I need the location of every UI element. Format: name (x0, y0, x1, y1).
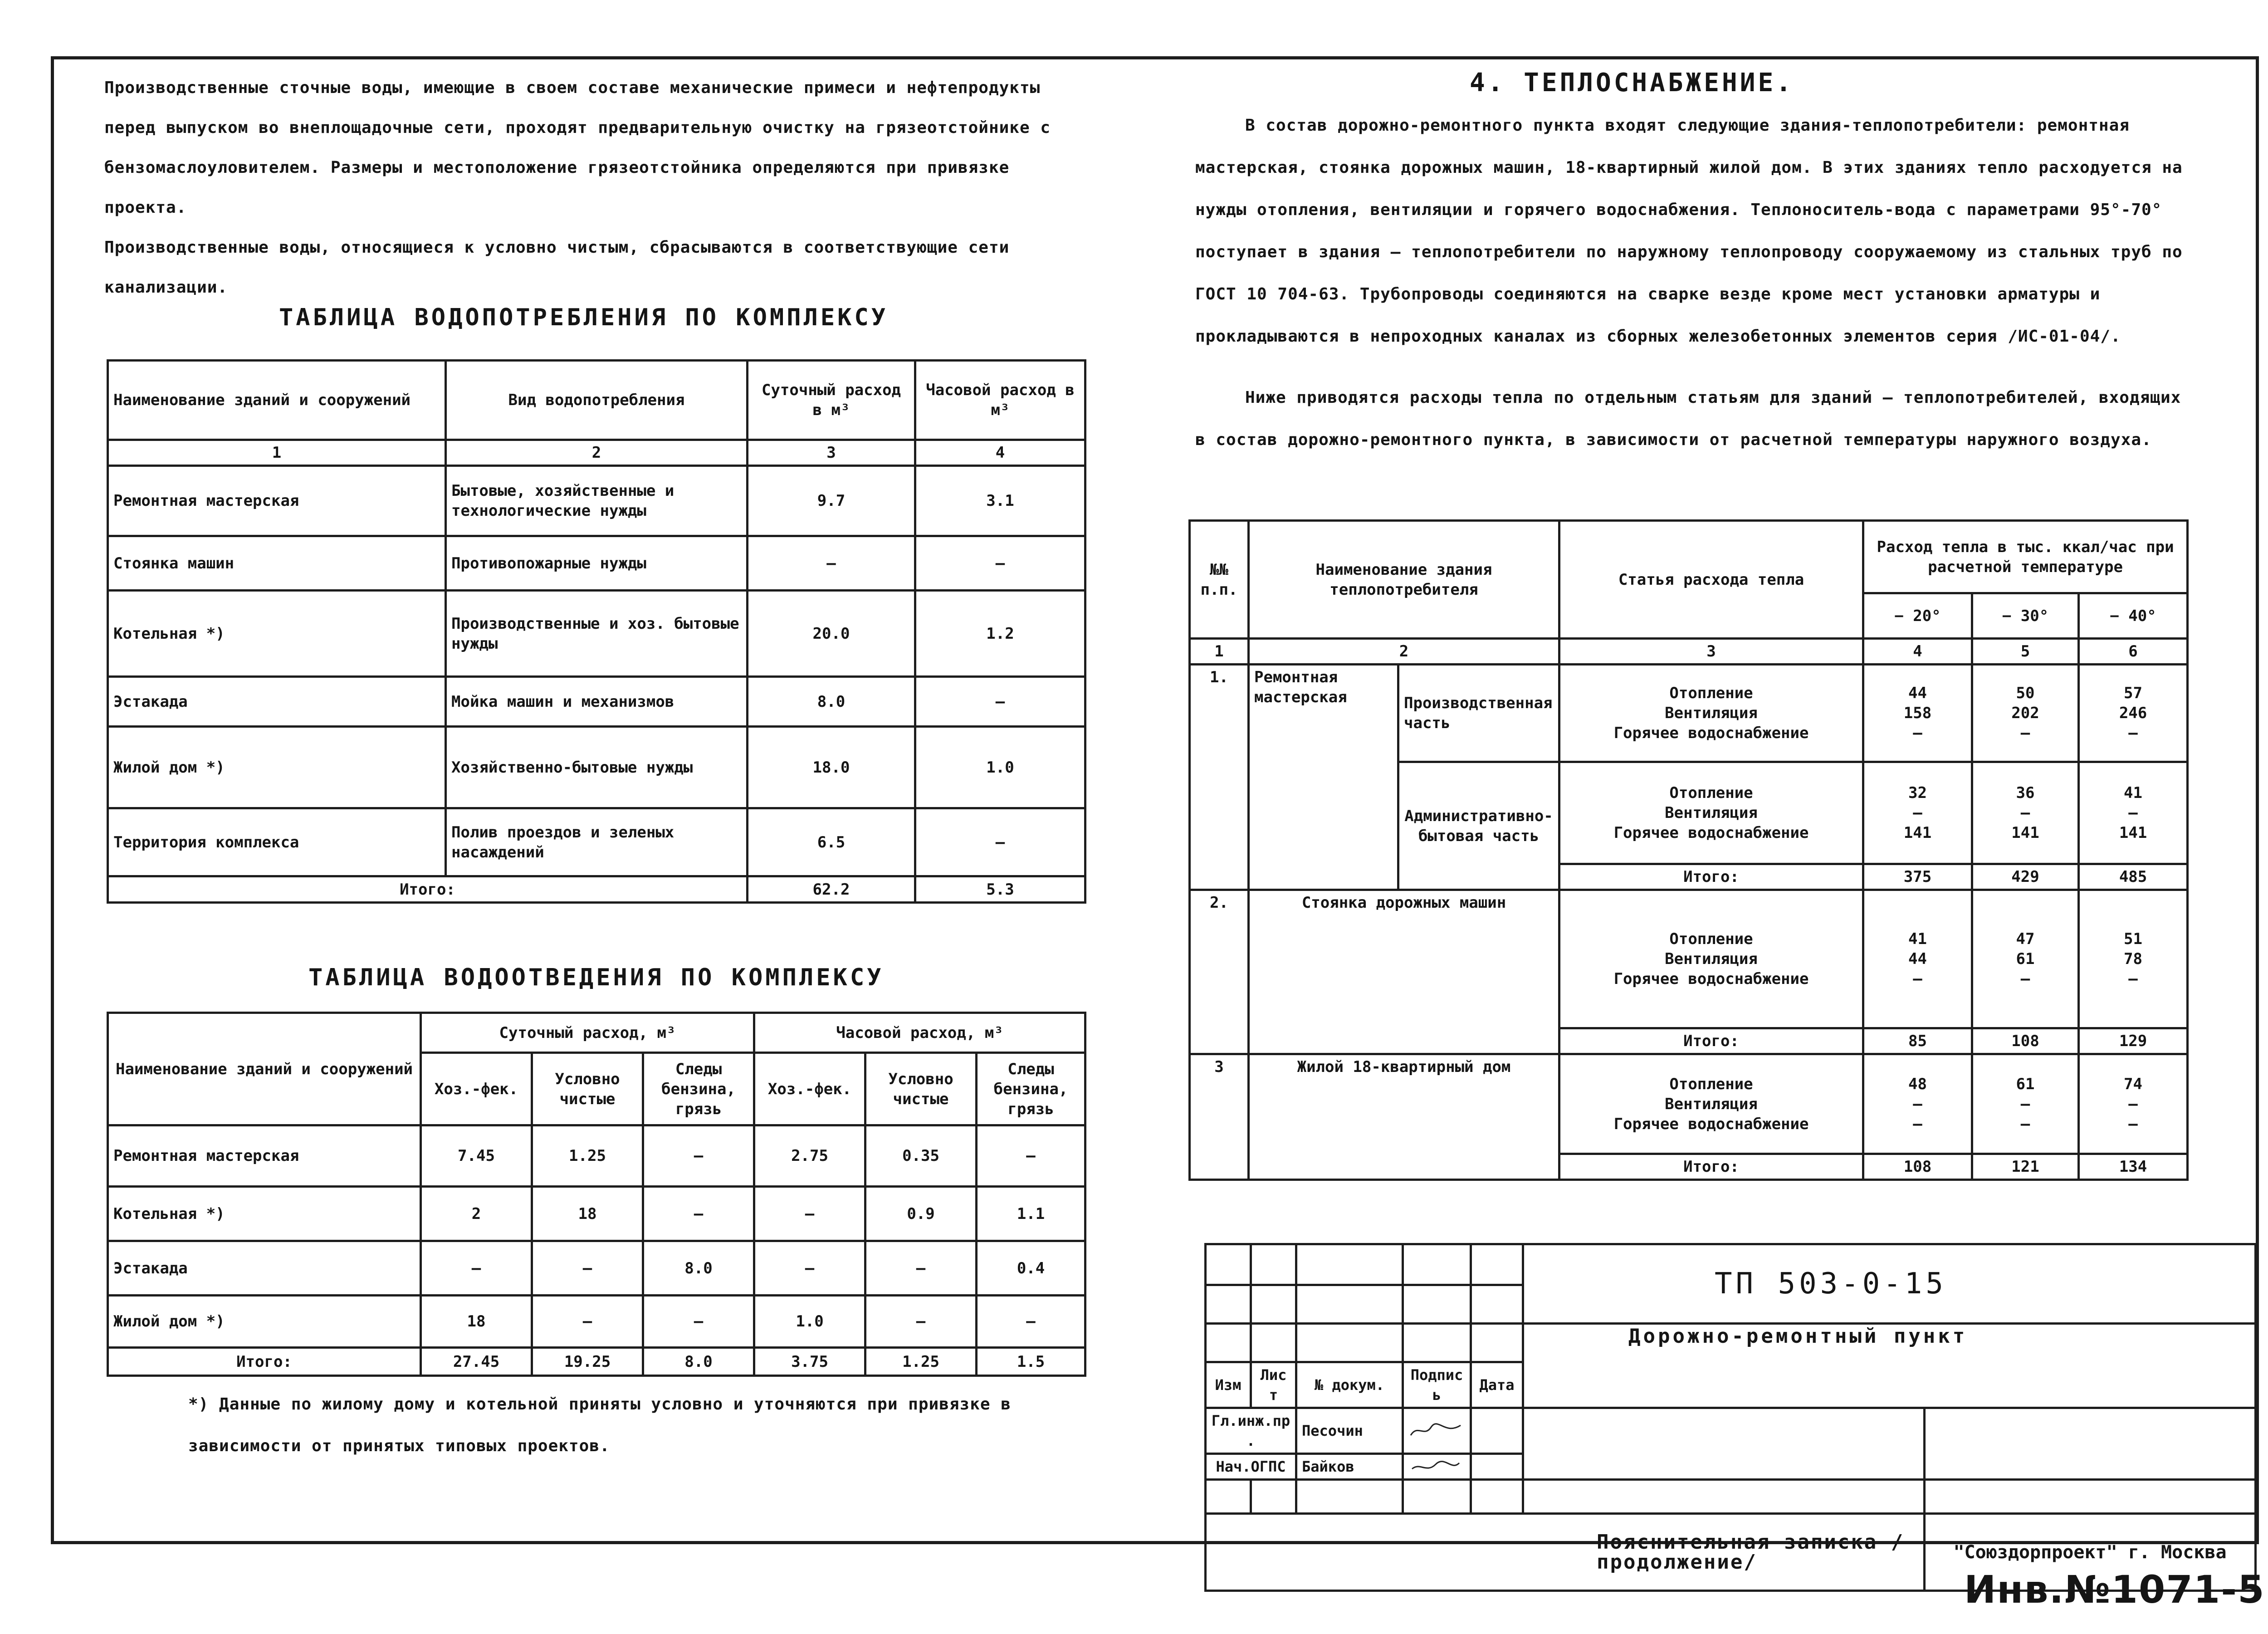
heating-paragraph-2: Ниже приводятся расходы тепла по отдельным статьям для зданий — теплопотребителей, входящих в состав дорожно-ремонтного пункта, в зависимости от расчетной температуры наружного воздуха. (1195, 388, 2192, 449)
dr-total: 27.45 (421, 1348, 532, 1376)
inventory-number: Инв.№1071-5 (1964, 1567, 2265, 1612)
dr-cell: 1.0 (754, 1296, 865, 1348)
drainage-table (107, 1012, 1086, 1377)
table-row (1190, 1054, 2188, 1154)
heat-items: Отопление Вентиляция Горячее водоснабжение (1559, 665, 1863, 762)
wu-row-hourly: 1.0 (915, 727, 1085, 808)
heat-items: Отопление Вентиляция Горячее водоснабжение (1559, 890, 1863, 1028)
heat-row-name: Стоянка дорожных машин (1249, 890, 1559, 1054)
table-row (108, 591, 1085, 677)
dr-total: 1.25 (865, 1348, 977, 1376)
heat-total: 85 (1863, 1028, 1972, 1054)
dr-cell: 0.35 (865, 1125, 977, 1187)
table-row (1190, 665, 2188, 762)
heat-values: 57 246 — (2079, 665, 2188, 762)
dr-cell: 8.0 (643, 1241, 754, 1296)
heat-total: 121 (1972, 1154, 2079, 1180)
table-row (108, 808, 1085, 876)
heat-row-num: 1. (1190, 665, 1249, 890)
table-row (108, 1125, 1085, 1187)
wu-row-name: Жилой дом *) (108, 727, 446, 808)
heat-header-item: Статья расхода тепла (1559, 521, 1863, 639)
dr-subheader: Хоз.-фек. (421, 1053, 532, 1125)
wu-row-kind: Полив проездов и зеленых насаждений (446, 808, 748, 876)
dr-total: 1.5 (977, 1348, 1085, 1376)
dr-header-hourly: Часовой расход, м³ (754, 1013, 1085, 1053)
stamp-col-header: Лист (1251, 1362, 1296, 1408)
stamp-col-header: № докум. (1296, 1362, 1403, 1408)
wu-row-hourly: 1.2 (915, 591, 1085, 677)
wu-row-hourly: — (915, 808, 1085, 876)
wu-row-name: Территория комплекса (108, 808, 446, 876)
dr-subheader: Условно чистые (532, 1053, 643, 1125)
heating-title: 4. ТЕПЛОСНАБЖЕНИЕ. (1470, 68, 1794, 98)
intro-paragraph: Производственные сточные воды, имеющие в своем составе механические примеси и нефтепродукты перед выпуском во внеплощадочные сети, проходят предварительную очистку на грязеотстойнике с бензомаслоуловителем. Размеры и местоположение грязеотстойника определяются при привязке проекта. Производственные воды, относящиеся к условно чистым, сбрасываются в соответствующие сети канализации. (104, 78, 1051, 297)
dr-total-label: Итого: (108, 1348, 421, 1376)
table-row (108, 466, 1085, 536)
dr-cell: 18 (421, 1296, 532, 1348)
heat-total-label: Итого: (1559, 1028, 1863, 1054)
wu-row-hourly: 3.1 (915, 466, 1085, 536)
dr-header-daily: Суточный расход, м³ (421, 1013, 754, 1053)
wu-row-name: Стоянка машин (108, 536, 446, 591)
heat-row-num: 2. (1190, 890, 1249, 1054)
stamp-person: Песочин (1296, 1408, 1403, 1454)
wu-header-hourly: Часовой расход в м³ (915, 361, 1085, 440)
wu-row-daily: 20.0 (748, 591, 915, 677)
table-row (108, 677, 1085, 727)
heat-total: 108 (1863, 1154, 1972, 1180)
dr-cell: — (977, 1296, 1085, 1348)
dr-cell: — (421, 1241, 532, 1296)
stamp-col-header: Изм (1206, 1362, 1251, 1408)
water-use-table (107, 359, 1086, 904)
dr-subheader: Условно чистые (865, 1053, 977, 1125)
wu-row-hourly: — (915, 536, 1085, 591)
table-total-row (108, 1348, 1085, 1376)
dr-cell: 2 (421, 1187, 532, 1241)
dr-cell: — (754, 1241, 865, 1296)
heat-col-number: 4 (1863, 639, 1972, 665)
wu-col-number: 4 (915, 440, 1085, 466)
heat-total: 108 (1972, 1028, 2079, 1054)
wu-row-kind: Противопожарные нужды (446, 536, 748, 591)
heat-values: 61 — — (1972, 1054, 2079, 1154)
drainage-table-title: ТАБЛИЦА ВОДООТВЕДЕНИЯ ПО КОМПЛЕКСУ (308, 964, 884, 991)
heat-consumption-table (1188, 519, 2189, 1181)
heating-paragraph-1: В состав дорожно-ремонтного пункта входят следующие здания-теплопотребители: ремонтная мастерская, стоянка дорожных машин, 18-квартирный жилой дом. В этих зданиях тепло расходуется на нужды отопления, вентиляции и горячего водоснабжения. Теплоноситель-вода с параметрами 95°-70° поступает в здания — теплопотребители по наружному теплопроводу сооружаемому из стальных труб по ГОСТ 10 704-63. Трубопроводы соединяются на сварке везде кроме мест установки арматуры и прокладываются в непроходных каналах из сборных железобетонных элементов серия /ИС-01-04/. (1195, 116, 2193, 346)
dr-row-name: Ремонтная мастерская (108, 1125, 421, 1187)
table-row (108, 1187, 1085, 1241)
organization: "Союздорпроект" г. Москва (1925, 1514, 2256, 1591)
heat-header-temp: − 20° (1863, 593, 1972, 639)
dr-cell: 2.75 (754, 1125, 865, 1187)
dr-cell: — (532, 1296, 643, 1348)
heat-values: 51 78 — (2079, 890, 2188, 1028)
stamp-col-header: Подпись (1403, 1362, 1471, 1408)
stamp-person: Байков (1296, 1454, 1403, 1480)
title-block (1204, 1243, 2257, 1592)
dr-cell: — (643, 1187, 754, 1241)
signature-2 (1403, 1454, 1471, 1480)
project-name: Дорожно-ремонтный пункт (1523, 1324, 2256, 1408)
dr-cell: 0.9 (865, 1187, 977, 1241)
heat-values: 74 — — (2079, 1054, 2188, 1154)
heat-total: 375 (1863, 864, 1972, 890)
wu-row-daily: — (748, 536, 915, 591)
wu-total-daily: 62.2 (748, 876, 915, 903)
heat-header-num: №№ п.п. (1190, 521, 1249, 639)
wu-header-name: Наименование зданий и сооружений (108, 361, 446, 440)
stamp-role: Нач.ОГПС (1206, 1454, 1296, 1480)
wu-row-name: Ремонтная мастерская (108, 466, 446, 536)
signature-1 (1403, 1408, 1471, 1454)
heat-values: 50 202 — (1972, 665, 2079, 762)
dr-row-name: Жилой дом *) (108, 1296, 421, 1348)
heat-header-temp: − 40° (2079, 593, 2188, 639)
table-row (108, 1296, 1085, 1348)
wu-row-daily: 18.0 (748, 727, 915, 808)
heat-total: 129 (2079, 1028, 2188, 1054)
dr-subheader: Следы бензина, грязь (643, 1053, 754, 1125)
water-use-table-title: ТАБЛИЦА ВОДОПОТРЕБЛЕНИЯ ПО КОМПЛЕКСУ (279, 304, 889, 331)
heat-subpart: Производственная часть (1398, 665, 1559, 762)
dr-cell: — (865, 1241, 977, 1296)
heat-row-name: Жилой 18-квартирный дом (1249, 1054, 1559, 1180)
heat-values: 41 44 — (1863, 890, 1972, 1028)
heat-total-label: Итого: (1559, 1154, 1863, 1180)
dr-row-name: Эстакада (108, 1241, 421, 1296)
footnote: *) Данные по жилому дому и котельной приняты условно и уточняются при привязке в зависимости от принятых типовых проектов. (188, 1395, 1022, 1455)
heat-values: 48 — — (1863, 1054, 1972, 1154)
heat-total-label: Итого: (1559, 864, 1863, 890)
dr-cell: 0.4 (977, 1241, 1085, 1296)
stamp-role: Гл.инж.пр. (1206, 1408, 1296, 1454)
dr-subheader: Следы бензина, грязь (977, 1053, 1085, 1125)
wu-header-daily: Суточный расход в м³ (748, 361, 915, 440)
wu-row-kind: Бытовые, хозяйственные и технологические нужды (446, 466, 748, 536)
dr-header-name: Наименование зданий и сооружений (108, 1013, 421, 1125)
dr-cell: 18 (532, 1187, 643, 1241)
heat-row-name: Ремонтная мастерская (1249, 665, 1398, 890)
wu-row-daily: 9.7 (748, 466, 915, 536)
table-row (108, 536, 1085, 591)
wu-col-number: 1 (108, 440, 446, 466)
dr-cell: — (643, 1296, 754, 1348)
dr-cell: — (754, 1187, 865, 1241)
heat-col-number: 2 (1249, 639, 1559, 665)
heat-header-flow: Расход тепла в тыс. ккал/час при расчетной температуре (1863, 521, 2188, 593)
dr-cell: — (865, 1296, 977, 1348)
dr-total: 8.0 (643, 1348, 754, 1376)
heat-items: Отопление Вентиляция Горячее водоснабжение (1559, 1054, 1863, 1154)
heat-total: 134 (2079, 1154, 2188, 1180)
project-code: ТП 503-0-15 (1523, 1244, 2256, 1324)
dr-subheader: Хоз.-фек. (754, 1053, 865, 1125)
heat-col-number: 5 (1972, 639, 2079, 665)
heat-values: 44 158 — (1863, 665, 1972, 762)
heat-total: 429 (1972, 864, 2079, 890)
dr-cell: — (532, 1241, 643, 1296)
heat-total: 485 (2079, 864, 2188, 890)
heat-header-name: Наименование здания теплопотребителя (1249, 521, 1559, 639)
wu-col-number: 2 (446, 440, 748, 466)
wu-header-kind: Вид водопотребления (446, 361, 748, 440)
heat-values: 32 — 141 (1863, 762, 1972, 864)
wu-row-name: Эстакада (108, 677, 446, 727)
dr-cell: 1.1 (977, 1187, 1085, 1241)
wu-total-hourly: 5.3 (915, 876, 1085, 903)
heat-values: 47 61 — (1972, 890, 2079, 1028)
dr-cell: 7.45 (421, 1125, 532, 1187)
heat-col-number: 3 (1559, 639, 1863, 665)
wu-col-number: 3 (748, 440, 915, 466)
heat-values: 41 — 141 (2079, 762, 2188, 864)
wu-total-label: Итого: (108, 876, 748, 903)
heat-subpart: Административно-бытовая часть (1398, 762, 1559, 890)
wu-row-kind: Производственные и хоз. бытовые нужды (446, 591, 748, 677)
table-row (1190, 890, 2188, 1028)
dr-row-name: Котельная *) (108, 1187, 421, 1241)
table-row (108, 1241, 1085, 1296)
dr-total: 3.75 (754, 1348, 865, 1376)
heat-values: 36 — 141 (1972, 762, 2079, 864)
wu-row-hourly: — (915, 677, 1085, 727)
document-title: Пояснительная записка /продолжение/ (1206, 1514, 1925, 1591)
heat-items: Отопление Вентиляция Горячее водоснабжение (1559, 762, 1863, 864)
dr-cell: — (977, 1125, 1085, 1187)
heat-row-num: 3 (1190, 1054, 1249, 1180)
heat-col-number: 6 (2079, 639, 2188, 665)
wu-row-kind: Мойка машин и механизмов (446, 677, 748, 727)
stamp-col-header: Дата (1471, 1362, 1523, 1408)
heat-col-number: 1 (1190, 639, 1249, 665)
wu-row-daily: 6.5 (748, 808, 915, 876)
dr-total: 19.25 (532, 1348, 643, 1376)
heat-header-temp: − 30° (1972, 593, 2079, 639)
wu-row-kind: Хозяйственно-бытовые нужды (446, 727, 748, 808)
dr-cell: 1.25 (532, 1125, 643, 1187)
table-row (108, 727, 1085, 808)
dr-cell: — (643, 1125, 754, 1187)
wu-row-name: Котельная *) (108, 591, 446, 677)
wu-row-daily: 8.0 (748, 677, 915, 727)
table-total-row (108, 876, 1085, 903)
